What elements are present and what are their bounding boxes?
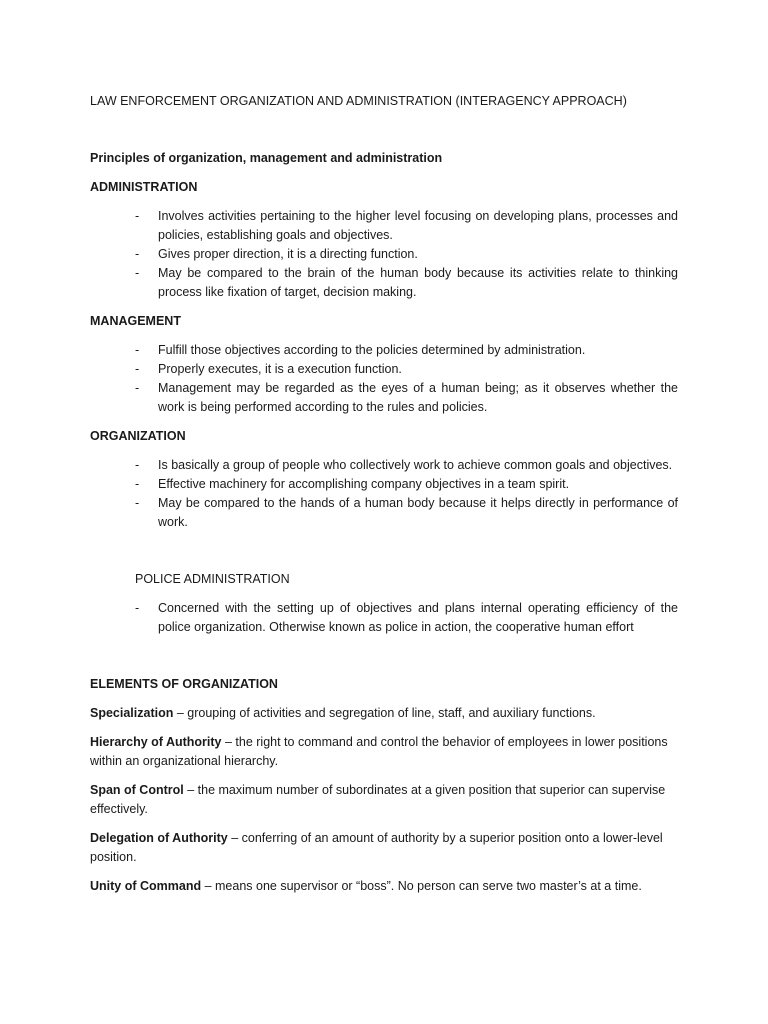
principles-subheading: Principles of organization, management and administration xyxy=(90,151,443,165)
section-heading-police-administration: POLICE ADMINISTRATION xyxy=(135,572,290,586)
definition-text: – the right to command and control the behavior of employees in lower positions within an organizational hierarchy. xyxy=(90,735,668,768)
document-page xyxy=(90,92,678,906)
dash-bullet: - xyxy=(135,601,140,615)
list-item: - Concerned with the setting up of objectives and plans internal operating efficiency of the police organization. Otherwise known as police in action, the cooperative human effort xyxy=(135,601,678,634)
definition-text: – means one supervisor or “boss”. No person can serve two master’s at a time. xyxy=(201,879,642,893)
list-item: - Gives proper direction, it is a directing function. xyxy=(90,245,678,264)
dash-bullet: - xyxy=(135,343,140,357)
list-item: - Effective machinery for accomplishing company objectives in a team spirit. xyxy=(90,475,678,494)
definition-specialization xyxy=(90,704,678,723)
definition-text: – grouping of activities and segregation of line, staff, and auxiliary functions. xyxy=(173,706,596,720)
section-heading-elements: ELEMENTS OF ORGANIZATION xyxy=(90,677,278,691)
organization-list xyxy=(90,456,678,532)
definition-term: Delegation of Authority xyxy=(90,831,228,845)
dash-bullet: - xyxy=(135,496,140,510)
list-item: - Involves activities pertaining to the higher level focusing on developing plans, processes and policies, establishing goals and objectives. xyxy=(135,209,678,242)
dash-bullet: - xyxy=(135,247,140,261)
dash-bullet: - xyxy=(135,362,140,376)
dash-bullet: - xyxy=(135,266,140,280)
section-heading-organization: ORGANIZATION xyxy=(90,429,186,443)
definition-delegation-of-authority xyxy=(90,829,678,867)
dash-bullet: - xyxy=(135,477,140,491)
police-administration-list xyxy=(90,599,678,637)
definition-text: – the maximum number of subordinates at a given position that superior can supervise effectively. xyxy=(90,783,666,816)
definition-text: – conferring of an amount of authority by a superior position onto a lower-level position. xyxy=(90,831,663,864)
list-item: - Management may be regarded as the eyes of a human being; as it observes whether the work is being performed according to the rules and policies. xyxy=(135,381,678,414)
list-item: - Fulfill those objectives according to the policies determined by administration. xyxy=(90,341,678,360)
definition-term: Unity of Command xyxy=(90,879,202,893)
section-heading-management: MANAGEMENT xyxy=(90,314,181,328)
document-title: LAW ENFORCEMENT ORGANIZATION AND ADMINISTRATION (INTERAGENCY APPROACH) xyxy=(90,94,627,108)
definition-term: Specialization xyxy=(90,706,174,720)
definition-unity-of-command xyxy=(90,877,678,896)
list-item: - May be compared to the brain of the human body because its activities relate to thinking process like fixation of target, decision making. xyxy=(135,266,678,299)
section-heading-administration: ADMINISTRATION xyxy=(90,180,198,194)
definition-term: Hierarchy of Authority xyxy=(90,735,222,749)
list-item: - May be compared to the hands of a human body because it helps directly in performance of work. xyxy=(135,496,678,529)
administration-list xyxy=(90,207,678,302)
definition-term: Span of Control xyxy=(90,783,184,797)
dash-bullet: - xyxy=(135,209,140,223)
list-item: - Properly executes, it is a execution function. xyxy=(90,360,678,379)
management-list xyxy=(90,341,678,417)
dash-bullet: - xyxy=(135,381,140,395)
definition-span-of-control xyxy=(90,781,678,819)
definition-hierarchy-of-authority xyxy=(90,733,678,771)
list-item: - Is basically a group of people who collectively work to achieve common goals and objectives. xyxy=(90,456,678,475)
dash-bullet: - xyxy=(135,458,140,472)
